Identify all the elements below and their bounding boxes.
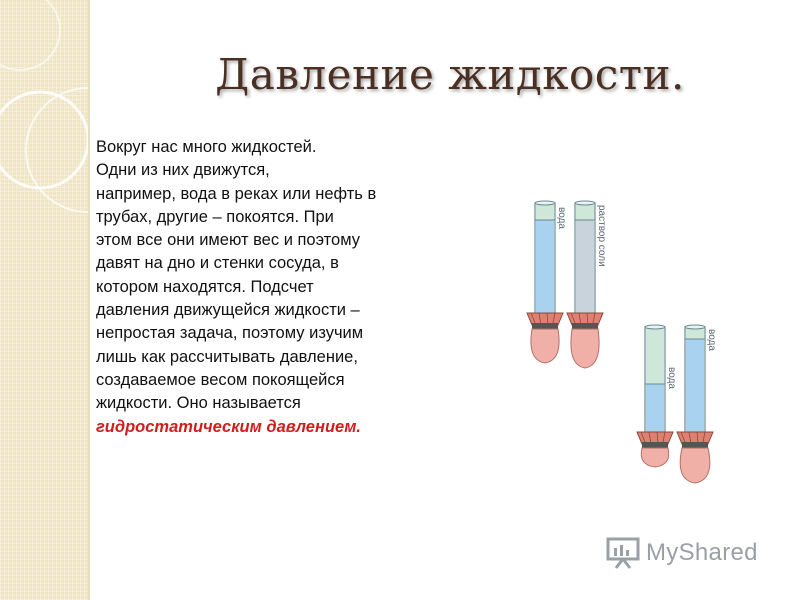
tube-label: вода xyxy=(666,367,677,389)
body-line: этом все они имеют вес и поэтому xyxy=(96,231,360,250)
tube-label: раствор соли xyxy=(596,205,607,267)
slide-title: Давление жидкости. xyxy=(215,50,685,99)
tube-label: вода xyxy=(556,207,567,229)
slide-body xyxy=(96,136,446,439)
tube-water-3 xyxy=(677,325,717,483)
decorative-circles xyxy=(0,0,88,600)
body-line: создаваемое весом покоящейся xyxy=(96,370,345,389)
tube-label: вода xyxy=(706,329,717,351)
body-line: давят на дно и стенки сосуда, в xyxy=(96,254,339,273)
body-line: Вокруг нас много жидкостей. xyxy=(96,138,317,156)
myshared-watermark xyxy=(606,536,758,570)
strip-edge xyxy=(88,0,90,600)
body-line: жидкости. Оно называется xyxy=(96,394,301,413)
tube-salt-solution xyxy=(567,201,607,368)
decorative-left-strip xyxy=(0,0,88,600)
highlight-term: гидростатическим давлением. xyxy=(96,417,361,436)
body-line: непростая задача, поэтому изучим xyxy=(96,324,364,343)
body-line: трубах, другие – покоятся. При xyxy=(96,207,334,226)
tube-water-2 xyxy=(637,325,677,467)
body-line: давления движущейся жидкости – xyxy=(96,301,360,320)
test-tubes-illustration xyxy=(515,195,745,495)
body-line: котором находятся. Подсчет xyxy=(96,277,314,296)
body-line: Одни из них движутся, xyxy=(96,161,270,180)
tube-water-1 xyxy=(527,201,567,363)
body-line: лишь как рассчитывать давление, xyxy=(96,347,358,366)
watermark-brand: MyShared xyxy=(646,539,758,566)
presentation-board-icon xyxy=(606,536,640,570)
body-line: например, вода в реках или нефть в xyxy=(96,184,377,203)
